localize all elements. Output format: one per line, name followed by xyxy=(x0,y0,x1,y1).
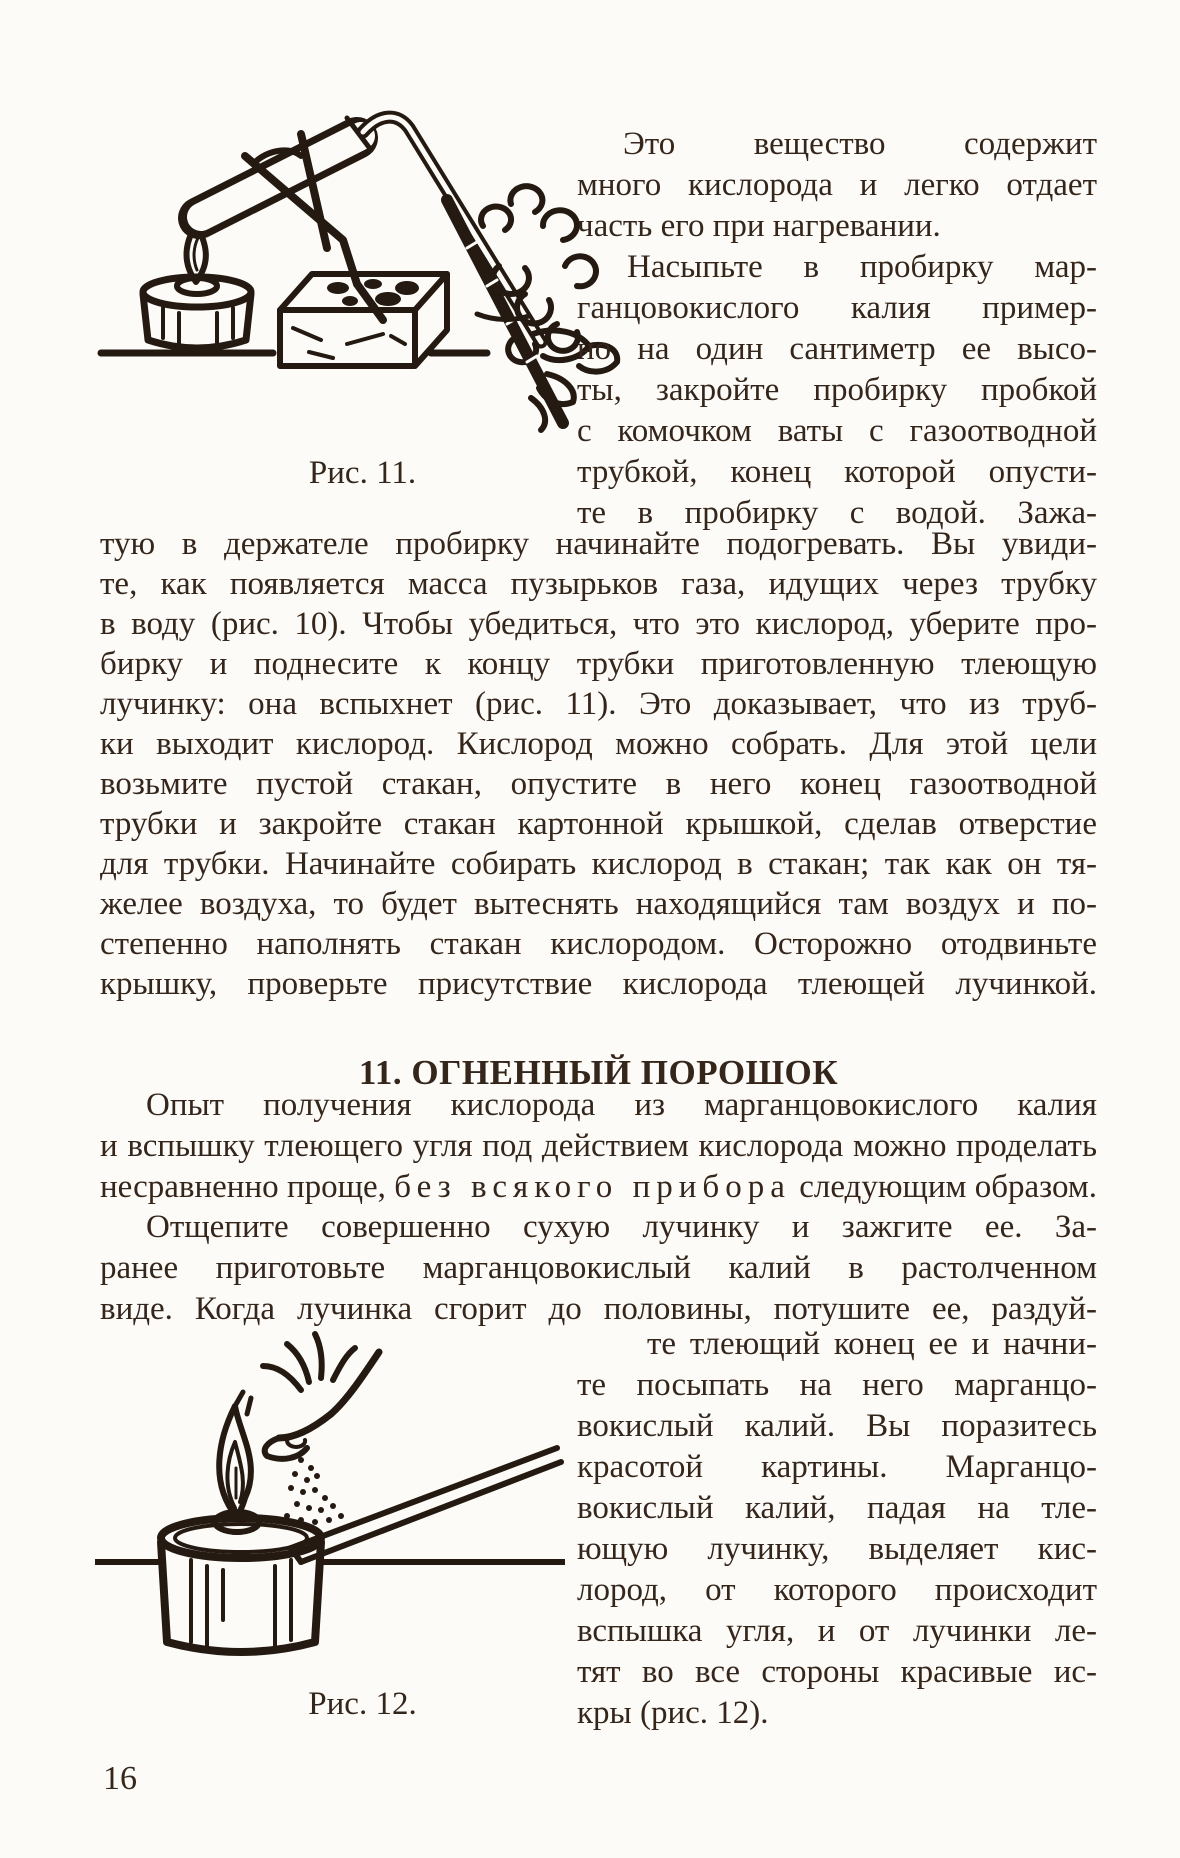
text-segment: следующим образом. xyxy=(799,1169,1098,1205)
powder-sprinkling-drawing xyxy=(95,1320,565,1678)
emphasized-text-segment: без всякого прибора xyxy=(394,1169,791,1205)
paragraph-splint-preparation xyxy=(100,1207,1097,1330)
text-line: тят во все стороны красивые ис- xyxy=(577,1654,1097,1690)
text-line: и вспышку тлеющего угля под действием кислорода можно проделать xyxy=(100,1128,1097,1164)
text-line: трубки и закройте стакан картонной крышкой, сделав отверстие xyxy=(100,806,1097,842)
section-heading: 11. ОГНЕННЫЙ ПОРОШОК xyxy=(358,1053,839,1092)
page-number: 16 xyxy=(103,1760,137,1797)
text-line: желее воздуха, то будет вытеснять находящийся там воздух и по- xyxy=(100,886,1097,922)
text-line: ранее приготовьте марганцовокислый калий в растолченном xyxy=(100,1250,1097,1286)
paragraph-sparks-column xyxy=(577,1324,1097,1734)
text-line: Это вещество содержит xyxy=(623,126,1097,162)
text-line: красотой картины. Марганцо- xyxy=(577,1449,1097,1485)
text-line: ганцовокислого калия пример- xyxy=(577,290,1097,326)
text-line: крышку, проверьте присутствие кислорода тлеющей лучинкой. xyxy=(100,966,1097,1002)
text-line: Опыт получения кислорода из марганцовокислого калия xyxy=(146,1087,1097,1123)
text-line: ющую лучинку, выделяет кис- xyxy=(577,1531,1097,1567)
text-line: много кислорода и легко отдает xyxy=(577,167,1097,203)
text-line: лород, от которого происходит xyxy=(577,1572,1097,1608)
oxygen-apparatus-drawing xyxy=(95,98,640,448)
text-line: вокислый калий. Вы поразитесь xyxy=(577,1408,1097,1444)
text-line: часть его при нагревании. xyxy=(577,208,941,244)
text-line: тую в держателе пробирку начинайте подогревать. Вы увиди- xyxy=(100,526,1097,562)
text-line: те, как появляется масса пузырьков газа, идущих через трубку xyxy=(100,566,1097,602)
text-line: бирку и поднесите к концу трубки приготовленную тлеющую xyxy=(100,646,1097,682)
text-line: для трубки. Начинайте собирать кислород в стакан; так как он тя- xyxy=(100,846,1097,882)
text-segment: несравненно проще, xyxy=(100,1169,386,1205)
text-line: кры (рис. 12). xyxy=(577,1695,769,1731)
text-line: виде. Когда лучинка сгорит до половины, потушите ее, раздуй- xyxy=(100,1291,1097,1327)
paragraph-fire-powder-intro xyxy=(100,1085,1097,1208)
text-line: но на один сантиметр ее высо- xyxy=(577,331,1097,367)
text-line: Насыпьте в пробирку мар- xyxy=(627,249,1097,285)
paragraph-oxygen-collection xyxy=(100,524,1097,1004)
figure-12-caption: Рис. 12. xyxy=(308,1686,417,1722)
figure-11-illustration xyxy=(95,98,640,448)
text-line xyxy=(100,1167,1097,1208)
text-line: вокислый калий, падая на тле- xyxy=(577,1490,1097,1526)
text-line: степенно наполнять стакан кислородом. Осторожно отодвиньте xyxy=(100,926,1097,962)
paragraph-intro-column xyxy=(577,124,1097,534)
text-line: возьмите пустой стакан, опустите в него конец газоотводной xyxy=(100,766,1097,802)
text-line: те в пробирку с водой. Зажа- xyxy=(577,495,1097,531)
text-line: в воду (рис. 10). Чтобы убедиться, что это кислород, уберите про- xyxy=(100,606,1097,642)
text-line: с комочком ваты с газоотводной xyxy=(577,413,1097,449)
text-line: лучинку: она вспыхнет (рис. 11). Это доказывает, что из труб- xyxy=(100,686,1097,722)
text-line: трубкой, конец которой опусти- xyxy=(577,454,1097,490)
text-line: ки выходит кислород. Кислород можно собрать. Для этой цели xyxy=(100,726,1097,762)
text-line: вспышка угля, и от лучинки ле- xyxy=(577,1613,1097,1649)
figure-12-illustration xyxy=(95,1320,565,1678)
figure-11-caption: Рис. 11. xyxy=(308,455,417,491)
text-line: те посыпать на него марганцо- xyxy=(577,1367,1097,1403)
text-line: те тлеющий конец ее и начни- xyxy=(647,1326,1097,1362)
text-line: ты, закройте пробирку пробкой xyxy=(577,372,1097,408)
text-line: Отщепите совершенно сухую лучинку и зажгите ее. За- xyxy=(146,1209,1097,1245)
